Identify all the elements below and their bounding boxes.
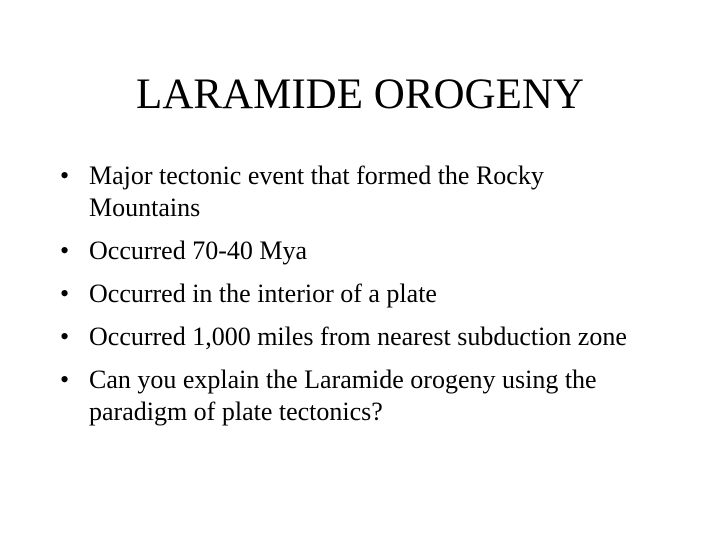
bullet-item (60, 278, 660, 310)
bullet-dot-icon: • (60, 236, 70, 265)
bullet-dot-icon: • (60, 279, 70, 308)
bullet-text: Occurred 1,000 miles from nearest subduction zone (89, 322, 627, 351)
bullet-item (60, 364, 660, 428)
bullet-item (60, 321, 660, 353)
bullet-text: Can you explain the Laramide orogeny using the paradigm of plate tectonics? (89, 365, 597, 426)
bullet-list (60, 160, 660, 439)
bullet-item (60, 160, 660, 224)
bullet-text: Occurred 70-40 Mya (89, 236, 308, 265)
bullet-item (60, 235, 660, 267)
bullet-dot-icon: • (60, 322, 70, 351)
bullet-dot-icon: • (60, 161, 70, 190)
slide-title: LARAMIDE OROGENY (136, 71, 584, 118)
bullet-text: Occurred in the interior of a plate (89, 279, 437, 308)
bullet-dot-icon: • (60, 365, 70, 394)
bullet-text: Major tectonic event that formed the Rocky Mountains (89, 161, 544, 222)
